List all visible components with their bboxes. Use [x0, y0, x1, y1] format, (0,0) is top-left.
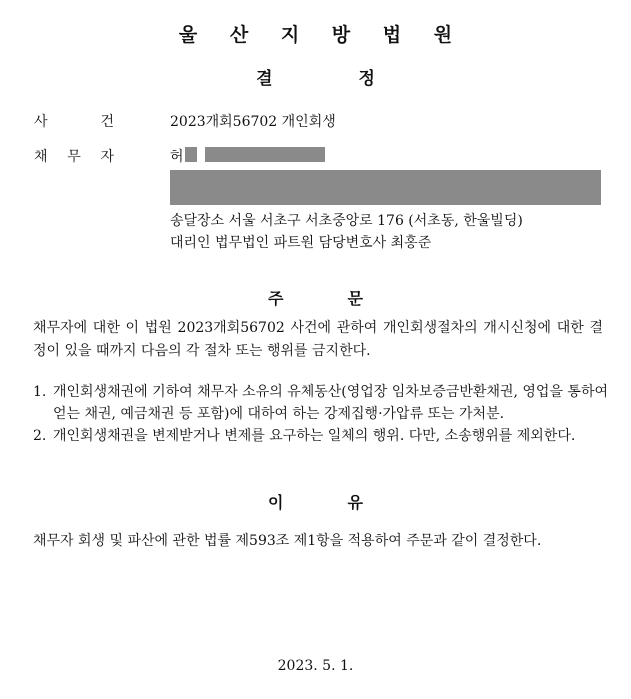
document-type-char-1: 결 [256, 69, 273, 89]
order-item-1-text: 개인회생채권에 기하여 채무자 소유의 유체동산(영업장 임차보증금반환채권, 영업을 통하여 얻는 채권, 예금채권 등 포함)에 대하여 하는 강제집행·가압류 또는 가처분. [53, 384, 608, 422]
case-value: 2023개회56702 개인회생 [170, 114, 336, 130]
agent: 대리인 법무법인 파트원 담당변호사 최홍준 [170, 235, 432, 251]
redaction-address-block [170, 170, 601, 205]
order-item-2-text: 개인회생채권을 변제받거나 변제를 요구하는 일체의 행위. 다만, 소송행위를 제외한다. [53, 428, 576, 444]
order-title: 주 문 [268, 289, 363, 308]
debtor-name: 허 [170, 149, 184, 165]
debtor-label: 채 무 자 [34, 149, 114, 165]
service-address: 송달장소 서울 서초구 서초중앙로 176 (서초동, 한울빌딩) [170, 213, 523, 229]
order-item-2-number: 2. [33, 428, 47, 444]
order-item-1 [33, 381, 608, 425]
court-name: 울 산 지 방 법 원 [178, 24, 466, 46]
reason-text: 채무자 회생 및 파산에 관한 법률 제593조 제1항을 적용하여 주문과 같이 결정한다. [33, 533, 542, 549]
redaction-name-box [185, 147, 197, 162]
reason-title: 이 유 [268, 493, 363, 512]
order-item-1-number: 1. [33, 384, 47, 400]
document-type-char-2: 정 [358, 69, 375, 89]
order-intro: 채무자에 대한 이 법원 2023개회56702 사건에 관하여 개인회생절차의 개시신청에 대한 결정이 있을 때까지 다음의 각 절차 또는 행위를 금지한다. [33, 320, 603, 359]
decision-date: 2023. 5. 1. [277, 658, 354, 674]
case-label: 사 건 [34, 114, 114, 130]
order-item-2 [33, 425, 608, 447]
document-type [0, 64, 631, 89]
redaction-name-bar [205, 147, 325, 162]
